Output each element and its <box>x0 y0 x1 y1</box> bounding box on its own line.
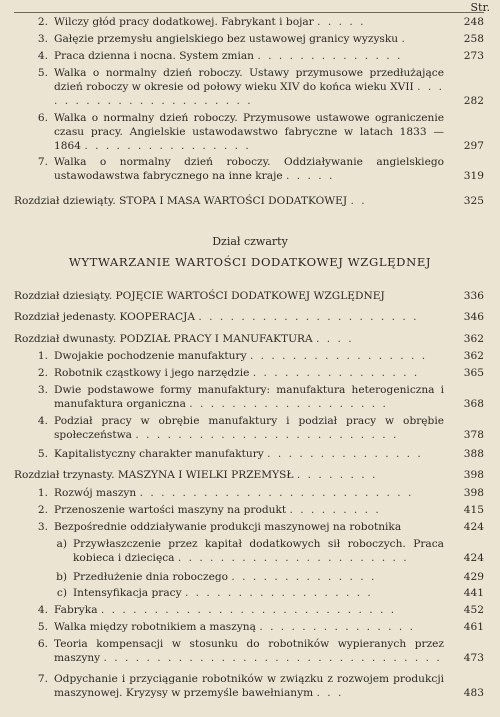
top-rule <box>14 12 484 13</box>
entry-text: Robotnik cząstkowy i jego narzędzie <box>54 367 250 379</box>
entry-text: Dwie podstawowe formy manufaktury: manufaktura heterogeniczna i manufaktura organiczna <box>54 384 444 411</box>
entry-number: 5. <box>37 67 48 79</box>
entry-number: 3. <box>37 521 48 533</box>
entry-text: Praca dzienna i nocna. System zmian <box>54 50 255 62</box>
entry-number: 4. <box>37 50 48 62</box>
entry-page: 388 <box>463 448 484 460</box>
chapter-page: 325 <box>463 195 484 207</box>
entry-text: Odpychanie i przyciąganie robotników w związku z rozwojem produkcji maszynowej. Kryzysy w przemyśle bawełnianym <box>54 673 444 700</box>
entry-page: 282 <box>463 95 484 108</box>
entry-text: Dwojakie pochodzenie manufaktury <box>54 350 247 362</box>
chapter-title: Rozdział trzynasty. MASZYNA I WIELKI PRZEMYSŁ <box>14 469 294 481</box>
entry-text: Podział pracy w obrębie manufaktury i podział pracy w obrębie społeczeństwa <box>54 415 444 442</box>
entry-text: Teoria kompensacji w stosunku do robotników wypieranych przez maszyny <box>54 638 444 665</box>
entry-page: 452 <box>463 604 484 616</box>
entry-number: 2. <box>37 16 48 28</box>
toc-chapter-11: Rozdział jedenasty. KOOPERACJA . . . . . . . . . . . . . . . . . . . . . 346 <box>14 311 484 323</box>
entry-page: 473 <box>463 652 484 665</box>
entry-number: 3. <box>37 33 48 45</box>
chapter-title: Rozdział dziesiąty. POJĘCIE WARTOŚCI DODATKOWEJ WZGLĘDNEJ <box>14 290 385 302</box>
chapter-title: Rozdział dwunasty. PODZIAŁ PRACY I MANUFAKTURA <box>14 333 313 345</box>
entry-number: 7. <box>37 156 48 168</box>
chapter-page: 336 <box>463 290 484 302</box>
entry-number: 7. <box>37 673 48 685</box>
entry-page: 424 <box>463 521 484 533</box>
entry-number: 1. <box>37 487 48 499</box>
toc-entry: 4. Fabryka . . . . . . . . . . . . . . . . . . . . . . . . . . . . 452 <box>28 603 484 617</box>
page-column-label: Str. <box>470 1 490 14</box>
toc-chapter-13: Rozdział trzynasty. MASZYNA I WIELKI PRZEMYSŁ . . . . . . . . 398 <box>14 469 484 481</box>
entry-page: 398 <box>463 487 484 499</box>
entry-number: 2. <box>37 367 48 379</box>
toc-entry: 7. Odpychanie i przyciąganie robotników w związku z rozwojem produkcji maszynowej. Kryzysy w przemyśle bawełnianym . . . 483 <box>28 672 484 700</box>
entry-number: 5. <box>37 621 48 633</box>
toc-entry: 1. Rozwój maszyn . . . . . . . . . . . . . . . . . . . . . . . . . . 398 <box>28 486 484 500</box>
toc-entry: b) Przedłużenie dnia roboczego . . . . . . . . . . . . . . 429 <box>47 570 484 584</box>
toc-entry: 5. Kapitalistyczny charakter manufaktury . . . . . . . . . . . . . . . 388 <box>28 447 484 461</box>
toc-entry: 6. Walka o normalny dzień roboczy. Przymusowe ustawowe ograniczenie czasu pracy. Angielskie ustawodawstwo fabryczne w latach 1833 — 1864 . . . . . . . . . . . . . . . . 297 <box>28 111 484 154</box>
entry-text: Walka o normalny dzień roboczy. Przymusowe ustawowe ograniczenie czasu pracy. Angielskie ustawodawstwo fabryczne w latach 1833 — 1864 <box>54 112 444 153</box>
entry-number: 1. <box>37 350 48 362</box>
entry-page: 483 <box>463 687 484 700</box>
entry-number: b) <box>56 571 67 583</box>
toc-entry: 3. Gałęzie przemysłu angielskiego bez ustawowej granicy wyzysku . 258 <box>28 32 484 46</box>
entry-number: 5. <box>37 448 48 460</box>
toc-entry: 2. Przenoszenie wartości maszyny na produkt . . . . . . . . . 415 <box>28 503 484 517</box>
entry-text: Walka o normalny dzień roboczy. Ustawy przymusowe przedłużające dzień roboczy w okresie od połowy wieku XIV do końca wieku XVII <box>54 67 444 94</box>
entry-text: Przenoszenie wartości maszyny na produkt <box>54 504 287 516</box>
entry-text: Gałęzie przemysłu angielskiego bez ustawowej granicy wyzysku <box>54 33 399 45</box>
entry-text: Bezpośrednie oddziaływanie produkcji maszynowej na robotnika <box>54 521 402 533</box>
toc-entry <box>28 520 484 534</box>
toc-entry: 5. Walka między robotnikiem a maszyną . . . . . . . . . . . . . . . 461 <box>28 620 484 634</box>
part-title: WYTWARZANIE WARTOŚCI DODATKOWEJ WZGLĘDNEJ <box>68 255 432 269</box>
chapter-page: 398 <box>463 469 484 481</box>
entry-text: Walka między robotnikiem a maszyną <box>54 621 256 633</box>
chapter-title: Rozdział dziewiąty. STOPA I MASA WARTOŚCI DODATKOWEJ <box>14 195 348 207</box>
entry-text: Kapitalistyczny charakter manufaktury <box>54 448 264 460</box>
entry-text: Walka o normalny dzień roboczy. Oddziaływanie angielskiego ustawodawstwa fabrycznego na inne kraje <box>54 156 444 183</box>
entry-text: Intensyfikacja pracy <box>73 587 182 599</box>
chapter-title: Rozdział jedenasty. KOOPERACJA <box>14 311 196 323</box>
entry-page: 441 <box>463 587 484 599</box>
entry-number: 3. <box>37 384 48 396</box>
chapter-page: 346 <box>463 311 484 323</box>
chapter-page: 362 <box>463 333 484 345</box>
entry-text: Przedłużenie dnia roboczego <box>73 571 229 583</box>
entry-page: 415 <box>463 504 484 516</box>
toc-entry: 4. Podział pracy w obrębie manufaktury i podział pracy w obrębie społeczeństwa . . . . . . . . . . . . . . . . . . . . . . . . . 378 <box>28 414 484 442</box>
toc-entry: c) Intensyfikacja pracy . . . . . . . . . . . . . . . . . . 441 <box>47 586 484 600</box>
entry-number: 2. <box>37 504 48 516</box>
entry-number: a) <box>56 538 67 550</box>
toc-entry: 5. Walka o normalny dzień roboczy. Ustawy przymusowe przedłużające dzień roboczy w okresie od połowy wieku XIV do końca wieku XVII . . . . . . . . . . . . . . . . . . . . . . 282 <box>28 66 484 109</box>
entry-page: 424 <box>463 552 484 565</box>
entry-number: 4. <box>37 415 48 427</box>
entry-number: 4. <box>37 604 48 616</box>
entry-text: Rozwój maszyn <box>54 487 137 499</box>
toc-entry: 7. Walka o normalny dzień roboczy. Oddziaływanie angielskiego ustawodawstwa fabrycznego na inne kraje . . . . . 319 <box>28 155 484 183</box>
entry-page: 365 <box>463 367 484 379</box>
entry-text: Wilczy głód pracy dodatkowej. Fabrykant i bojar <box>54 16 314 28</box>
entry-page: 461 <box>463 621 484 633</box>
toc-entry: 2. Wilczy głód pracy dodatkowej. Fabrykant i bojar . . . . . 248 <box>28 15 484 29</box>
toc-chapter-9: Rozdział dziewiąty. STOPA I MASA WARTOŚCI DODATKOWEJ . . 325 <box>14 195 484 207</box>
entry-text: Fabryka <box>54 604 98 616</box>
entry-page: 362 <box>463 350 484 362</box>
toc-entry: 3. Dwie podstawowe formy manufaktury: manufaktura heterogeniczna i manufaktura organiczna . . . . . . . . . . . . . . . . . . . 368 <box>28 383 484 411</box>
toc-entry: 2. Robotnik cząstkowy i jego narzędzie . . . . . . . . . . . . . . . . 365 <box>28 366 484 380</box>
part-heading: Dział czwarty <box>212 235 288 248</box>
entry-page: 297 <box>463 140 484 153</box>
entry-page: 258 <box>463 33 484 45</box>
entry-page: 368 <box>463 398 484 411</box>
toc-chapter-10 <box>14 289 484 303</box>
entry-number: c) <box>56 587 67 599</box>
entry-page: 378 <box>463 429 484 442</box>
toc-entry: a) Przywłaszczenie przez kapitał dodatkowych sił roboczych. Praca kobieca i dziecięca . . . . . . . . . . . . . . . . . . . . . . 424 <box>47 537 484 565</box>
toc-entry: 6. Teoria kompensacji w stosunku do robotników wypieranych przez maszyny . . . . . . . . . . . . . . . . . . . . . . . . . . . . . . . . 473 <box>28 637 484 665</box>
entry-page: 248 <box>463 16 484 28</box>
entry-page: 429 <box>463 571 484 583</box>
toc-chapter-12: Rozdział dwunasty. PODZIAŁ PRACY I MANUFAKTURA . . . . 362 <box>14 333 484 345</box>
entry-text: Przywłaszczenie przez kapitał dodatkowych sił roboczych. Praca kobieca i dziecięca <box>73 538 444 565</box>
entry-page: 273 <box>463 50 484 62</box>
entry-number: 6. <box>37 638 48 650</box>
entry-number: 6. <box>37 112 48 124</box>
entry-page: 319 <box>463 170 484 183</box>
toc-entry: 1. Dwojakie pochodzenie manufaktury . . . . . . . . . . . . . . . . . 362 <box>28 349 484 363</box>
toc-entry: 4. Praca dzienna i nocna. System zmian . . . . . . . . . . . . . . 273 <box>28 49 484 63</box>
